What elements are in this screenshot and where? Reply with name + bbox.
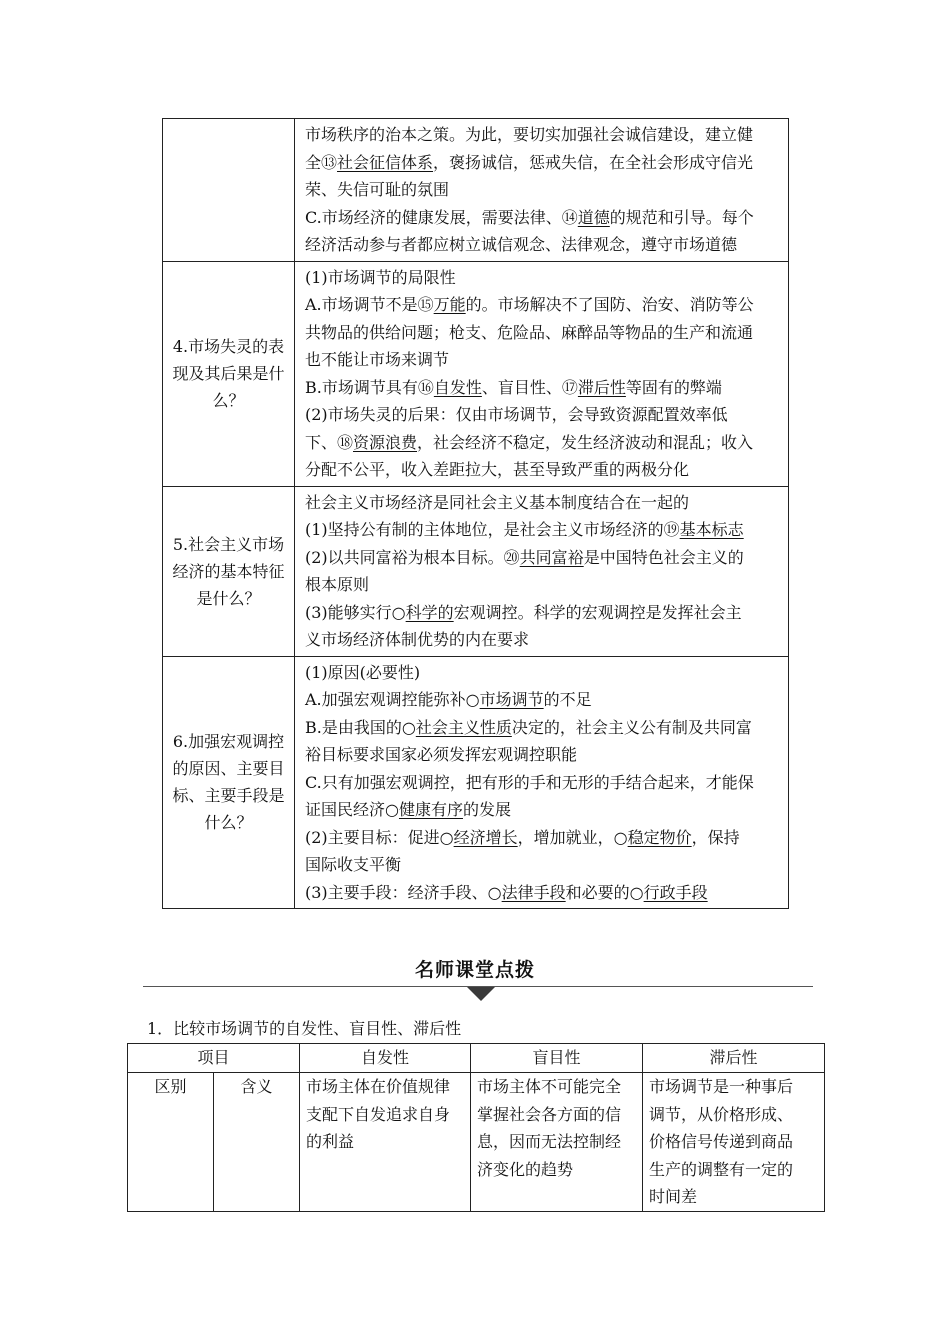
- cell-line: 的利益: [306, 1132, 355, 1151]
- cell-line: 调节，从价格形成、: [649, 1104, 794, 1124]
- answer-line: [305, 626, 782, 654]
- question-cell: [163, 119, 295, 262]
- answer-line: [305, 686, 782, 714]
- answer-line: [305, 176, 782, 204]
- answer-text: (2)市场失灵的后果：仅由市场调节，会导致资源配置效率低: [305, 405, 728, 424]
- answer-line: [305, 879, 782, 907]
- fill-in-answer: 共同富裕: [519, 547, 584, 567]
- answer-line: [305, 489, 782, 517]
- answer-line: [305, 741, 782, 769]
- answer-text: 义市场经济体制优势的内在要求: [305, 630, 530, 649]
- category-cell: 区别: [128, 1073, 214, 1212]
- answer-line: [305, 851, 782, 879]
- answer-text: 是中国特色社会主义的: [583, 547, 744, 567]
- answer-cell: [295, 486, 789, 656]
- answer-text: C.只有加强宏观调控，把有形的手和无形的手结合起来，才能保: [305, 772, 754, 792]
- cell-line: 支配下自发追求自身: [306, 1104, 451, 1124]
- answer-text: 社会主义市场经济是同社会主义基本制度结合在一起的: [305, 492, 690, 512]
- fill-in-answer: 万能: [433, 295, 466, 314]
- answer-line: [305, 231, 782, 259]
- answer-text: (1)坚持公有制的主体地位，是社会主义市场经济的⑲: [305, 520, 680, 539]
- answer-text: (2)主要目标：促进○: [305, 827, 454, 847]
- question-cell: 6.加强宏观调控的原因、主要目标、主要手段是什么？: [163, 656, 295, 909]
- answer-text: ，增加就业，○: [517, 827, 628, 847]
- answer-line: [305, 599, 782, 627]
- fill-in-answer: 滞后性: [577, 377, 626, 397]
- qa-row: [163, 119, 789, 262]
- answer-line: [305, 429, 782, 457]
- fill-in-answer: 社会主义性质: [415, 717, 512, 737]
- answer-text: 根本原则: [305, 575, 370, 594]
- answer-text: (3)能够实行○: [305, 602, 406, 622]
- cell-line: 市场主体在价值规律: [306, 1077, 451, 1096]
- answer-text: 国际收支平衡: [305, 855, 402, 874]
- answer-text: 的发展: [462, 800, 511, 819]
- comparison-table: [127, 1043, 825, 1212]
- question-cell: 5.社会主义市场经济的基本特征是什么？: [163, 486, 295, 656]
- cell-line: 济变化的趋势: [477, 1159, 574, 1179]
- answer-text: 也不能让市场来调节: [305, 350, 450, 369]
- answer-text: (1)市场调节的局限性: [305, 267, 456, 287]
- answer-cell: [295, 119, 789, 262]
- section-title: 名师课堂点拨: [414, 959, 535, 981]
- answer-line: [305, 796, 782, 824]
- answer-line: [305, 401, 782, 429]
- answer-cell: [295, 261, 789, 486]
- fill-in-answer: 稳定物价: [627, 827, 692, 847]
- cell-line: 时间差: [649, 1187, 698, 1206]
- answer-text: 证国民经济○: [305, 800, 399, 819]
- cell-blindness: [471, 1073, 643, 1212]
- answer-line: [305, 659, 782, 687]
- answer-text: B.市场调节具有⑯: [305, 377, 434, 397]
- answer-text: 的规范和引导。每个: [609, 207, 754, 227]
- answer-text: C.市场经济的健康发展，需要法律、⑭: [305, 207, 578, 227]
- fill-in-answer: 法律手段: [501, 882, 566, 902]
- fill-in-answer: 社会征信体系: [337, 152, 434, 172]
- answer-text: 荣、失信可耻的氛围: [305, 180, 450, 199]
- answer-cell: [295, 656, 789, 909]
- answer-text: 经济活动参与者都应树立诚信观念、法律观念，遵守市场道德: [305, 235, 738, 254]
- comparison-header-row: [128, 1044, 825, 1073]
- answer-line: [305, 291, 782, 319]
- answer-text: 和必要的○: [565, 882, 644, 902]
- answer-line: [305, 149, 782, 177]
- answer-text: A.加强宏观调控能弥补○: [305, 690, 480, 709]
- comparison-row: [128, 1073, 825, 1212]
- fill-in-answer: 健康有序: [398, 800, 463, 819]
- answer-text: 宏观调控。科学的宏观调控是发挥社会主: [453, 602, 742, 622]
- fill-in-answer: 市场调节: [479, 690, 544, 709]
- cell-spontaneity: [300, 1073, 471, 1212]
- header-cell-blindness: 盲目性: [471, 1044, 643, 1073]
- answer-line: [305, 204, 782, 232]
- answer-text: 等固有的弊端: [625, 377, 722, 397]
- cell-line: 市场主体不可能完全: [477, 1077, 622, 1096]
- down-triangle-icon: [467, 987, 495, 1001]
- fill-in-answer: 资源浪费: [353, 432, 418, 452]
- answer-line: [305, 824, 782, 852]
- comparison-subheading: 1．比较市场调节的自发性、盲目性、滞后性: [147, 1019, 462, 1038]
- fill-in-answer: 自发性: [433, 377, 482, 397]
- answer-text: 决定的，社会主义公有制及共同富: [511, 717, 752, 737]
- answer-text: (1)原因(必要性): [305, 662, 421, 682]
- answer-text: B.是由我国的○: [305, 717, 416, 737]
- cell-line: 市场调节是一种事后: [649, 1077, 794, 1096]
- header-cell-spontaneity: 自发性: [300, 1044, 471, 1073]
- answer-line: [305, 374, 782, 402]
- answer-text: ，保持: [691, 827, 740, 847]
- answer-line: [305, 121, 782, 149]
- subcategory-cell: 含义: [214, 1073, 300, 1212]
- answer-text: ，褒扬诚信，惩戒失信，在全社会形成守信光: [433, 152, 754, 172]
- answer-line: [305, 544, 782, 572]
- fill-in-answer: 科学的: [405, 602, 454, 622]
- fill-in-answer: 行政手段: [643, 882, 708, 902]
- answer-line: [305, 319, 782, 347]
- answer-line: [305, 264, 782, 292]
- qa-row: [163, 486, 789, 656]
- question-cell: 4.市场失灵的表现及其后果是什么？: [163, 261, 295, 486]
- answer-text: (3)主要手段：经济手段、○: [305, 882, 502, 902]
- answer-text: 分配不公平，收入差距拉大，甚至导致严重的两极分化: [305, 460, 690, 479]
- qa-table: [162, 118, 789, 909]
- answer-text: 的。市场解决不了国防、治安、消防等公: [465, 295, 754, 314]
- answer-text: 、盲目性、⑰: [481, 377, 578, 397]
- answer-line: [305, 714, 782, 742]
- qa-row: [163, 656, 789, 909]
- answer-text: (2)以共同富裕为根本目标。⑳: [305, 547, 520, 567]
- answer-line: [305, 571, 782, 599]
- cell-line: 价格信号传递到商品: [649, 1132, 794, 1151]
- cell-line: 息，因而无法控制经: [477, 1132, 622, 1151]
- answer-text: 的不足: [543, 690, 592, 709]
- header-cell-lag: 滞后性: [643, 1044, 825, 1073]
- answer-line: [305, 516, 782, 544]
- header-cell-item: 项目: [128, 1044, 300, 1073]
- answer-line: [305, 769, 782, 797]
- answer-text: 下、⑱: [305, 432, 354, 452]
- answer-text: 全⑬: [305, 152, 338, 172]
- answer-line: [305, 456, 782, 484]
- answer-text: ，社会经济不稳定，发生经济波动和混乱；收入: [417, 432, 754, 452]
- cell-lag: [643, 1073, 825, 1212]
- fill-in-answer: 道德: [577, 207, 610, 227]
- answer-text: 共物品的供给问题；枪支、危险品、麻醉品等物品的生产和流通: [305, 322, 754, 342]
- fill-in-answer: 经济增长: [453, 827, 518, 847]
- cell-line: 生产的调整有一定的: [649, 1159, 794, 1179]
- answer-line: [305, 346, 782, 374]
- fill-in-answer: 基本标志: [679, 520, 744, 539]
- qa-row: [163, 261, 789, 486]
- answer-text: 市场秩序的治本之策。为此，要切实加强社会诚信建设，建立健: [305, 125, 754, 144]
- answer-text: A.市场调节不是⑮: [305, 295, 434, 314]
- cell-line: 掌握社会各方面的信: [477, 1104, 622, 1124]
- answer-text: 裕目标要求国家必须发挥宏观调控职能: [305, 745, 578, 764]
